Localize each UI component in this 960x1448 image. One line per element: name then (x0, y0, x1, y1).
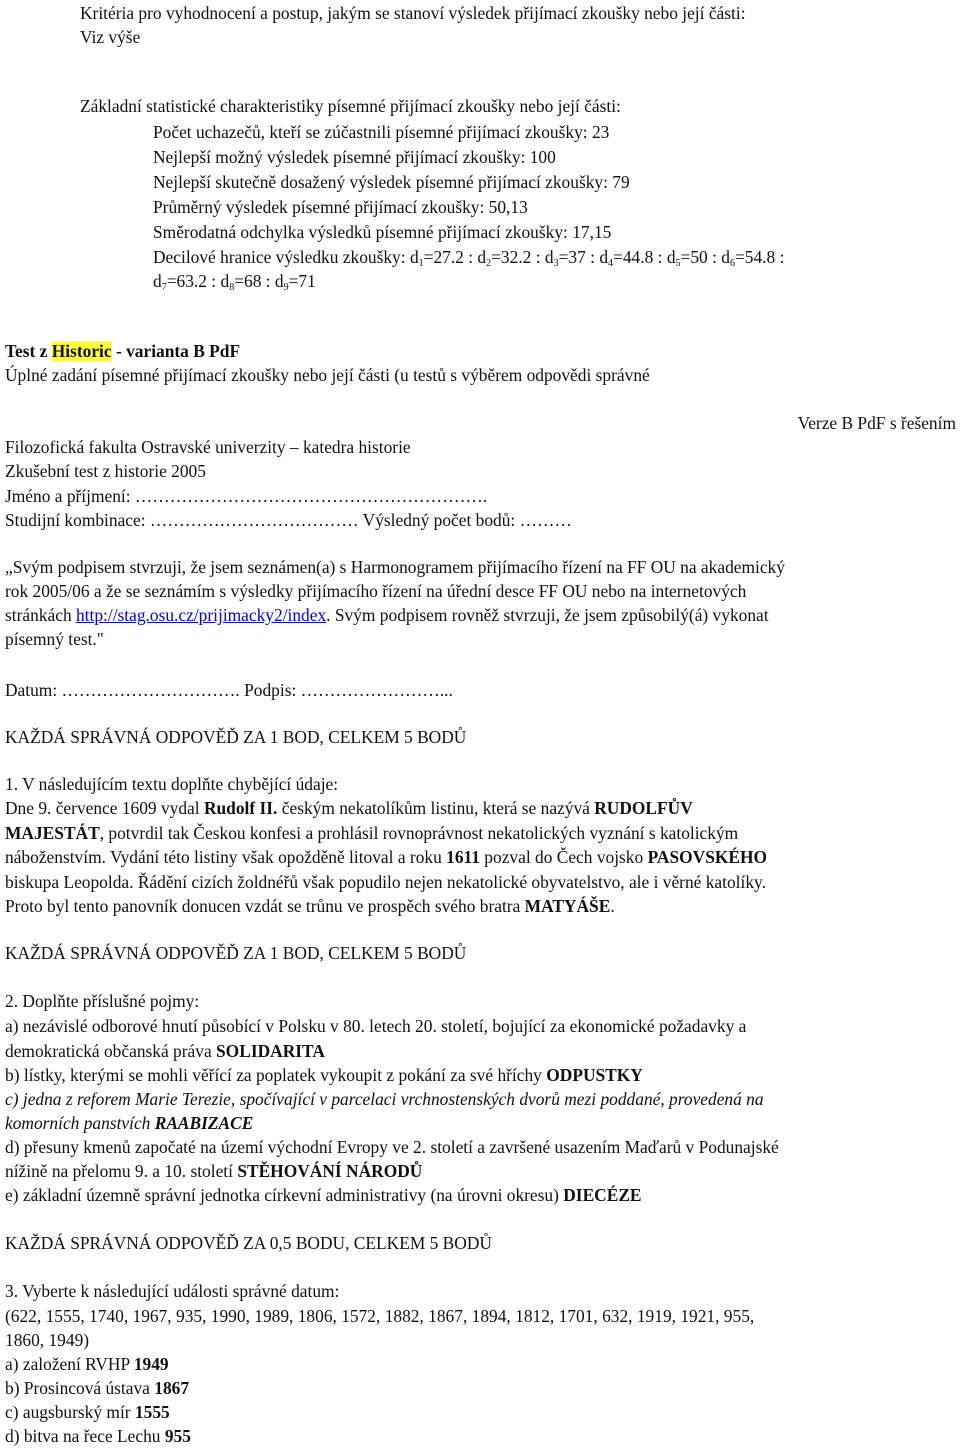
q1-answer: 1611 (446, 847, 480, 867)
decile-value: : $d_8=68$ (206, 271, 262, 293)
date-sign-line: Datum: …………………………. Podpis: ……………………... (5, 680, 453, 700)
q2-text: e) základní územně správní jednotka církevní administrativy (na úrovni okresu) (5, 1185, 564, 1205)
q2-line (5, 1112, 253, 1134)
test-title-subject: Historic (51, 341, 112, 361)
q3-item (5, 1425, 191, 1447)
combo-field-line: Studijní kombinace: ……………………………… Výsledný počet bodů: ……… (5, 510, 572, 530)
q1-line (5, 895, 615, 917)
declaration-line: rok 2005/06 a že se seznámím s výsledky přijímacího řízení na úřední desce FF OU nebo na internetových (5, 581, 747, 601)
version-label: Verze B PdF s řešením (797, 413, 956, 433)
q3-dates: (622, 1555, 1740, 1967, 935, 1990, 1989, 1806, 1572, 1882, 1867, 1894, 1812, 1701, 632, 1919, 1921, 955, (5, 1306, 755, 1326)
q1-answer: MAJESTÁT (5, 823, 100, 843)
criteria-line: Kritéria pro vyhodnocení a postup, jakým se stanoví výsledek přijímací zkoušky nebo její části: (80, 3, 746, 23)
q1-heading: 1. V následujícím textu doplňte chybějící údaje: (5, 774, 339, 794)
stats-average: Průměrný výsledek písemné přijímací zkoušky: 50,13 (153, 197, 528, 217)
q3-item-answer: 1867 (154, 1378, 190, 1398)
declaration-line: „Svým podpisem stvrzuji, že jsem seznámen(a) s Harmonogramem přijímacího řízení na FF OU na akademický (5, 557, 785, 577)
q2-line: d) přesuny kmenů započaté na území východní Evropy ve 2. století a završené usazením Maďarů v Podunajské (5, 1137, 779, 1157)
deciles-label: Decilové hranice výsledku zkoušky: (153, 247, 406, 267)
q1-text: Dne 9. července 1609 vydal (5, 798, 204, 818)
q2-text: komorních panstvích (5, 1113, 155, 1133)
declaration-text: stránkách (5, 605, 76, 625)
q2-line (5, 1064, 643, 1086)
q1-answer: Rudolf II. (203, 798, 278, 818)
q1-line (5, 846, 767, 868)
stats-stddev: Směrodatná odchylka výsledků písemné přijímací zkoušky: 17,15 (153, 222, 612, 242)
q3-heading: 3. Vyberte k následující události správné datum: (5, 1281, 340, 1301)
q3-item-answer: 1555 (134, 1402, 170, 1422)
q3-dates: 1860, 1949) (5, 1330, 90, 1350)
q1-text: , potvrdil tak Českou konfesi a prohlásil rovnoprávnost nekatolických vyznání s katolickým (99, 823, 739, 843)
q2-heading: 2. Doplňte příslušné pojmy: (5, 991, 200, 1011)
q1-line: biskupa Leopolda. Řádění cizích žoldnéřů však popudilo nejen nekatolické obyvatelstvo, ale i věrné katolíky. (5, 872, 766, 892)
score-note: KAŽDÁ SPRÁVNÁ ODPOVĚĎ ZA 1 BOD, CELKEM 5 BODŮ (5, 727, 467, 747)
q2-text: nížině na přelomu 9. a 10. století (5, 1161, 238, 1181)
q3-item-label: d) bitva na řece Lechu (5, 1426, 165, 1446)
q2-line (5, 1040, 325, 1062)
stats-heading: Základní statistické charakteristiky písemné přijímací zkoušky nebo její části: (80, 96, 621, 116)
decile-value: : $d_9=71$ (261, 271, 316, 293)
q1-answer: PASOVSKÉHO (647, 847, 768, 867)
decile-value: $d_7=63.2$ (153, 271, 207, 293)
q2-answer: SOLIDARITA (216, 1041, 325, 1061)
q1-line (5, 797, 693, 819)
q2-answer: STĚHOVÁNÍ NÁRODŮ (237, 1161, 423, 1181)
q2-text: c) jedna z reforem Marie Terezie, spočívající v parcelaci vrchnostenských dvorů mezi poddané, provedená na (5, 1089, 764, 1109)
declaration-line (5, 604, 769, 626)
q3-item-label: a) založení RVHP (5, 1354, 134, 1374)
stats-best-possible: Nejlepší možný výsledek písemné přijímací zkoušky: 100 (153, 147, 556, 167)
q3-item-answer: 1949 (133, 1354, 169, 1374)
q1-answer: MATYÁŠE (524, 896, 611, 916)
q2-line (5, 1088, 764, 1110)
q1-text: . (610, 896, 615, 916)
q2-answer: ODPUSTKY (546, 1065, 643, 1085)
test-title-prefix: Test z (5, 341, 52, 361)
q1-text: českým nekatolíkům listinu, která se nazývá (277, 798, 595, 818)
q2-line (5, 1160, 422, 1182)
assignment-line: Úplné zadání písemné přijímací zkoušky nebo její části (u testů s výběrem odpovědi správné (5, 365, 650, 385)
faculty-line: Filozofická fakulta Ostravské univerzity – katedra historie (5, 437, 411, 457)
name-field-line: Jméno a příjmení: ……………………………………………………. (5, 486, 488, 506)
q1-text: Proto byl tento panovník donucen vzdát se trůnu ve prospěch svého bratra (5, 896, 525, 916)
q2-line: a) nezávislé odborové hnutí působící v Polsku v 80. letech 20. století, bojující za ekonomické požadavky a (5, 1016, 747, 1036)
q3-item-answer: 955 (164, 1426, 191, 1446)
score-note: KAŽDÁ SPRÁVNÁ ODPOVĚĎ ZA 0,5 BODU, CELKEM 5 BODŮ (5, 1233, 492, 1253)
test-title (5, 340, 240, 362)
stats-deciles-line (153, 246, 784, 268)
declaration-text: . Svým podpisem rovněž stvrzuji, že jsem způsobilý(á) vykonat (326, 605, 769, 625)
stats-applicants: Počet uchazečů, kteří se zúčastnili písemné přijímací zkoušky: 23 (153, 122, 610, 142)
stats-best-achieved: Nejlepší skutečně dosažený výsledek písemné přijímací zkoušky: 79 (153, 172, 630, 192)
q2-answer: DIECÉZE (563, 1185, 642, 1205)
q1-line (5, 822, 738, 844)
decile-value: : $d_3=37$ (531, 247, 586, 269)
q2-line (5, 1184, 642, 1206)
q2-answer: RAABIZACE (154, 1113, 254, 1133)
q3-item (5, 1401, 170, 1423)
exam-line: Zkušební test z historie 2005 (5, 461, 206, 481)
decile-value: : $d_6=54.8$ (707, 247, 776, 269)
decile-value: : $d_2=32.2$ (463, 247, 532, 269)
decile-value: : $d_5=50$ (653, 247, 708, 269)
q3-item-label: c) augsburský mír (5, 1402, 135, 1422)
q2-text: demokratická občanská práva (5, 1041, 217, 1061)
declaration-line: písemný test." (5, 629, 104, 649)
q3-item-label: b) Prosincová ústava (5, 1378, 155, 1398)
q1-text: náboženstvím. Vydání této listiny však opožděně litoval a roku (5, 847, 447, 867)
q1-answer: RUDOLFŮV (594, 798, 693, 818)
stag-link[interactable]: http://stag.osu.cz/prijimacky2/index (75, 605, 327, 625)
q3-item (5, 1353, 169, 1375)
q3-item (5, 1377, 189, 1399)
score-note: KAŽDÁ SPRÁVNÁ ODPOVĚĎ ZA 1 BOD, CELKEM 5 BODŮ (5, 943, 467, 963)
deciles-values (153, 271, 316, 291)
deciles-values: $d_1=27.2$ : $d_2=32.2$ : $d_3=37$ : $d_4=44.8$ : $d_5=50$ : $d_6=54.8$ : (409, 247, 785, 269)
test-title-suffix: - varianta B PdF (111, 341, 241, 361)
criteria-line: Viz výše (80, 27, 141, 47)
decile-value: $d_1=27.2$ (409, 247, 464, 269)
q2-text: b) lístky, kterými se mohli věřící za poplatek vykoupit z pokání za své hříchy (5, 1065, 547, 1085)
q1-text: pozval do Čech vojsko (479, 847, 648, 867)
decile-value: : $d_4=44.8$ (585, 247, 654, 269)
stats-deciles-line-2 (153, 270, 316, 292)
